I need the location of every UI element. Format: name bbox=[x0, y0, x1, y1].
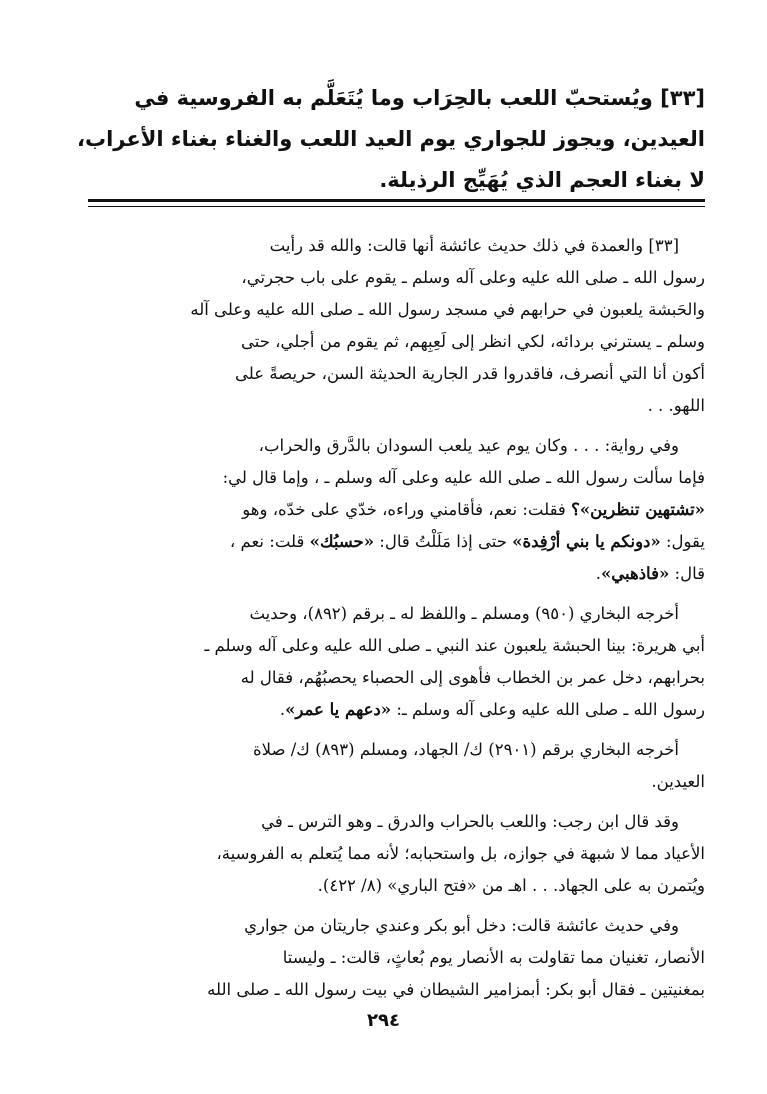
heading-line-3: لا بغناء العجم الذي يُهَيِّج الرذيلة. bbox=[379, 168, 705, 192]
text-line: وفي رواية: . . . وكان يوم عيد يلعب السودان بالدَّرق والحراب، bbox=[258, 436, 679, 455]
heading-line-2: العيدين، ويجوز للجواري يوم العيد اللعب والغناء بغناء الأعراب، bbox=[77, 127, 705, 151]
text-fragment: حتى إذا مَلَلْتُ قال: bbox=[374, 532, 513, 551]
paragraph-aisha-hadith bbox=[88, 230, 705, 422]
text-line: الأعياد مما لا شبهة في جوازه، بل واستحبابه؛ لأنه مما يُتعلم به الفروسية، bbox=[216, 844, 705, 863]
text-line: وقد قال ابن رجب: واللعب بالحراب والدرق ـ وهو الترس ـ في bbox=[261, 812, 679, 831]
body-text bbox=[88, 230, 705, 1014]
text-line bbox=[88, 494, 705, 526]
text-fragment: . bbox=[279, 700, 286, 719]
quote-bold: «دونكم يا بني أرْفِدة» bbox=[512, 532, 661, 551]
text-line: وسلم ـ يسترني بردائه، لكي انظر إلى لَعِبِهم، ثم يقوم من أجلي، حتى bbox=[241, 332, 705, 351]
heading-line-1: [٣٣] ويُستحبّ اللعب بالحِرَاب وما يُتَعَلَّم به الفروسية في bbox=[134, 86, 705, 110]
section-heading bbox=[77, 78, 705, 201]
text-fragment: . bbox=[595, 564, 601, 583]
heading-divider-thin bbox=[88, 206, 705, 207]
text-line: [٣٣] والعمدة في ذلك حديث عائشة أنها قالت: والله قد رأيت bbox=[269, 236, 679, 255]
quote-bold: «دعهم يا عمر» bbox=[285, 700, 392, 719]
text-line: اللهو. . . bbox=[647, 396, 705, 415]
text-line: بمغنيتين ـ فقال أبو بكر: أبمزامير الشيطان في بيت رسول الله ـ صلى الله bbox=[207, 980, 705, 999]
paragraph-citation bbox=[88, 734, 705, 798]
heading-divider-thick bbox=[88, 199, 705, 202]
text-line: ويُتمرن به على الجهاد. . . اهـ من «فتح الباري» (٨/ ٤٢٢). bbox=[317, 876, 705, 895]
quote-bold: «تشتهين تنظرين»؟ bbox=[571, 500, 705, 519]
text-line: أخرجه البخاري (٩٥٠) ومسلم ـ واللفظ له ـ برقم (٨٩٢)، وحديث bbox=[249, 604, 679, 623]
text-line: بحرابهم، دخل عمر بن الخطاب فأهوى إلى الحصباء يحصبُهُم، فقال له bbox=[240, 668, 705, 687]
paragraph-ibn-rajab bbox=[88, 806, 705, 902]
quote-bold: «حسبُك» bbox=[309, 532, 375, 551]
paragraph-narration bbox=[88, 430, 705, 590]
text-fragment: قال: bbox=[669, 564, 705, 583]
text-line: الأنصار، تغنيان مما تقاولت به الأنصار يوم بُعاثٍ، قالت: ـ وليستا bbox=[282, 948, 705, 967]
text-line: أخرجه البخاري برقم (٢٩٠١) ك/ الجهاد، ومسلم (٨٩٣) ك/ صلاة bbox=[252, 740, 679, 759]
paragraph-aisha-singers bbox=[88, 910, 705, 1006]
text-line: فإما سألت رسول الله ـ صلى الله عليه وعلى آله وسلم ـ ، وإما قال لي: bbox=[222, 468, 705, 487]
text-line bbox=[88, 694, 705, 726]
text-line: وفي حديث عائشة قالت: دخل أبو بكر وعندي جاريتان من جواري bbox=[244, 916, 679, 935]
text-line: العيدين. bbox=[651, 772, 705, 791]
text-line bbox=[88, 558, 705, 590]
quote-bold: «فاذهبي» bbox=[600, 564, 670, 583]
text-fragment: فقلت: نعم، فأقامني وراءه، خدّي على خدّه، وهو bbox=[242, 500, 572, 519]
text-line: أبي هريرة: بينا الحبشة يلعبون عند النبي ـ صلى الله عليه وعلى آله وسلم ـ bbox=[204, 636, 705, 655]
text-line bbox=[88, 526, 705, 558]
text-fragment: قلت: نعم ، bbox=[229, 532, 310, 551]
text-line: والحَبشة يلعبون في حرابهم في مسجد رسول الله ـ صلى الله عليه وعلى آله bbox=[190, 300, 705, 319]
page-number: ٢٩٤ bbox=[367, 1010, 400, 1031]
text-fragment: يقول: bbox=[660, 532, 705, 551]
text-line: أكون أنا التي أنصرف، فاقدروا قدر الجارية الحديثة السن، حريصةً على bbox=[235, 364, 705, 383]
paragraph-bukhari-abu-huraira bbox=[88, 598, 705, 726]
text-fragment: رسول الله ـ صلى الله عليه وعلى آله وسلم ـ: bbox=[391, 700, 705, 719]
text-line: رسول الله ـ صلى الله عليه وعلى آله وسلم ـ يقوم على باب حجرتي، bbox=[241, 268, 705, 287]
